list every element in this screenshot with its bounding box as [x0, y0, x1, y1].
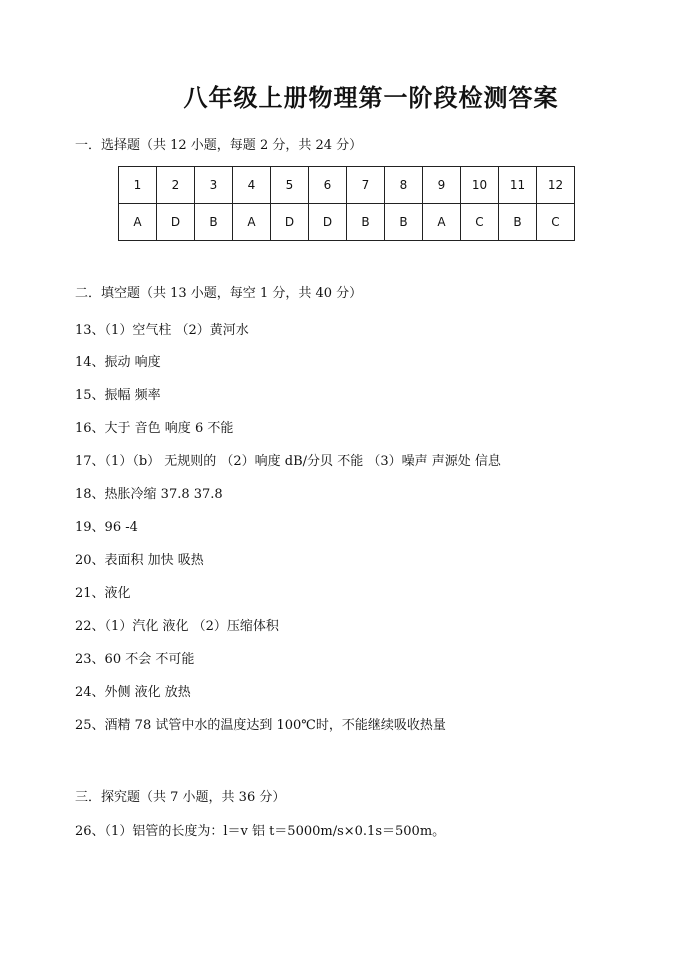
question-number: 8 — [385, 167, 423, 204]
answer-line-25: 25、酒精 78 试管中水的温度达到 100℃时，不能继续吸收热量 — [75, 718, 446, 733]
question-number: 11 — [499, 167, 537, 204]
question-number: 7 — [347, 167, 385, 204]
answer-line-23: 23、60 不会 不可能 — [75, 652, 195, 667]
answer-cell: D — [271, 204, 309, 241]
answer-line-24: 24、外侧 液化 放热 — [75, 685, 191, 700]
question-number: 5 — [271, 167, 309, 204]
question-number: 10 — [461, 167, 499, 204]
section-explore-heading: 三．探究题（共 7 小题，共 36 分） — [75, 790, 286, 805]
question-number: 2 — [157, 167, 195, 204]
question-number: 4 — [233, 167, 271, 204]
answer-cell: D — [309, 204, 347, 241]
answer-cell: C — [537, 204, 575, 241]
answer-cell: B — [347, 204, 385, 241]
answer-cell: A — [233, 204, 271, 241]
answer-cell: A — [423, 204, 461, 241]
answer-table-answer-row — [119, 204, 575, 241]
answer-cell: B — [385, 204, 423, 241]
question-number: 12 — [537, 167, 575, 204]
answer-line-14: 14、振动 响度 — [75, 355, 161, 370]
answer-cell: C — [461, 204, 499, 241]
answer-line-26: 26、（1）铝管的长度为：l＝v 铝 t＝5000m/s×0.1s＝500m。 — [75, 824, 446, 839]
section-choice-heading: 一．选择题（共 12 小题，每题 2 分，共 24 分） — [75, 138, 363, 153]
answer-cell: A — [119, 204, 157, 241]
answer-cell: B — [195, 204, 233, 241]
answer-table — [118, 166, 575, 241]
section-fill-heading: 二．填空题（共 13 小题，每空 1 分，共 40 分） — [75, 286, 363, 301]
answer-cell: B — [499, 204, 537, 241]
answer-line-21: 21、液化 — [75, 586, 131, 601]
answer-line-17: 17、（1）（b） 无规则的 （2）响度 dB/分贝 不能 （3）噪声 声源处 信息 — [75, 454, 501, 469]
question-number: 9 — [423, 167, 461, 204]
answer-line-22: 22、（1）汽化 液化 （2）压缩体积 — [75, 619, 279, 634]
question-number: 3 — [195, 167, 233, 204]
answer-line-19: 19、96 -4 — [75, 520, 138, 535]
answer-cell: D — [157, 204, 195, 241]
answer-line-16: 16、大于 音色 响度 6 不能 — [75, 421, 234, 436]
answer-line-15: 15、振幅 频率 — [75, 388, 161, 403]
document-title: 八年级上册物理第一阶段检测答案 — [183, 83, 559, 112]
answer-line-13: 13、（1）空气柱 （2）黄河水 — [75, 323, 249, 338]
question-number: 1 — [119, 167, 157, 204]
question-number: 6 — [309, 167, 347, 204]
answer-table-number-row — [119, 167, 575, 204]
answer-line-20: 20、表面积 加快 吸热 — [75, 553, 204, 568]
answer-line-18: 18、热胀冷缩 37.8 37.8 — [75, 487, 223, 502]
